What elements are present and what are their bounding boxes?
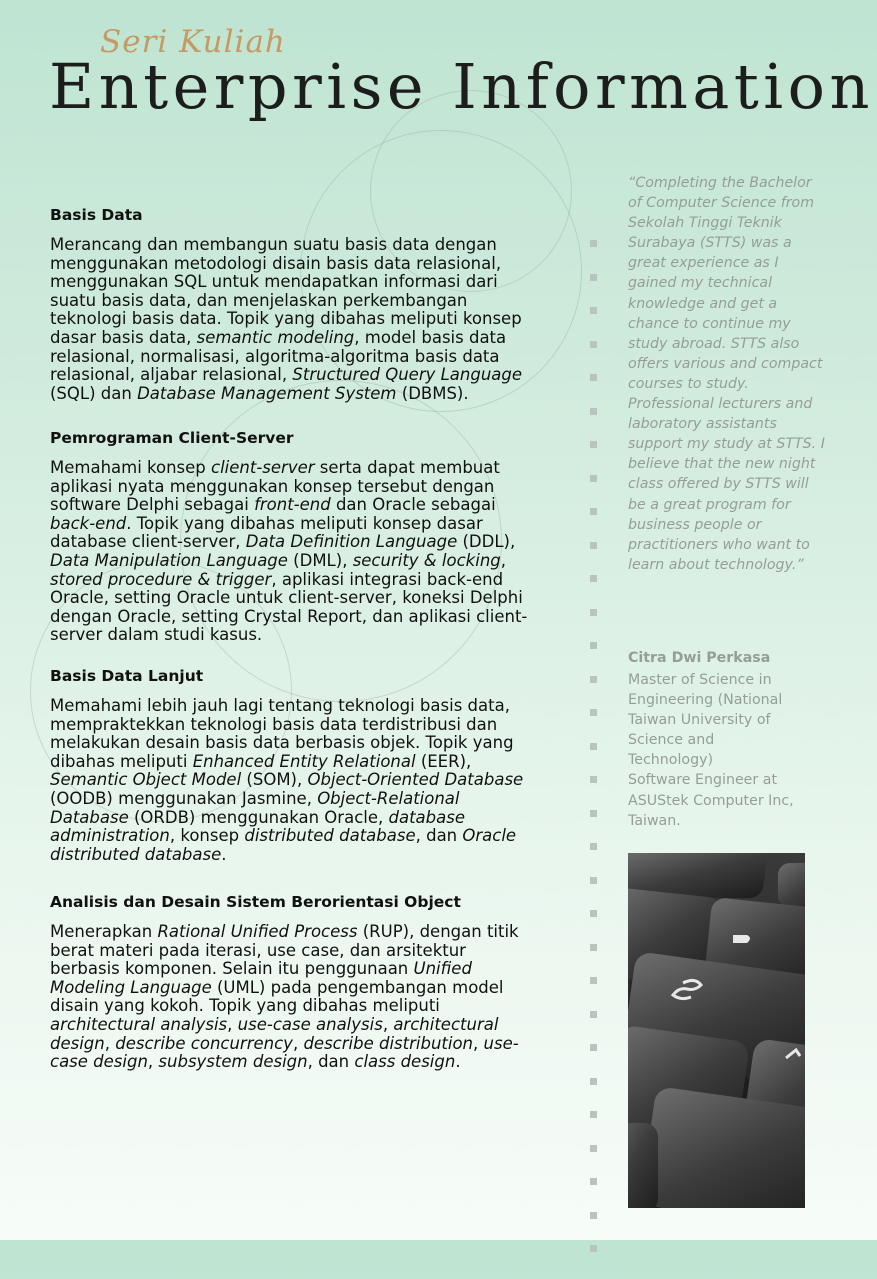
section-analisis-desain <box>50 893 530 1072</box>
series-label: Seri Kuliah <box>100 24 286 60</box>
page-title: Enterprise Information <box>49 50 874 123</box>
testimonial-quote: “Completing the Bachelor of Computer Science from Sekolah Tinggi Teknik Surabaya (STTS) was a great experience as I gained my technical knowledge and get a chance to continue my study abroad. STTS also offers various and compact courses to study. Professional lecturers and laboratory assistants support my study at STTS. I believe that the new night class offered by STTS will be a great program for business people or practitioners who want to learn about technology.” <box>628 175 825 573</box>
section-body: Merancang dan membangun suatu basis data dengan menggunakan metodologi disain basis data relasional, menggunakan SQL untuk mendapatkan informasi dari suatu basis data, dan menjelaskan perkembangan teknologi basis data. Topik yang dibahas meliputi konsep dasar basis data, semantic modeling, model basis data relasional, normalisasi, algoritma-algoritma basis data relasional, aljabar relasional, Structured Query Language (SQL) dan Database Management System (DBMS). <box>50 235 523 403</box>
emphasized-term: Database Management System <box>137 383 397 403</box>
section-body: Memahami lebih jauh lagi tentang teknologi basis data, mempraktekkan teknologi basis data terdistribusi dan melakukan desain basis data berbasis objek. Topik yang dibahas meliputi Enhanced Entity Relational (EER), Semantic Object Model (SOM), Object-Oriented Database (OODB) menggunakan Jasmine, Object-Relational Database (ORDB) menggunakan Oracle, database administration, konsep distributed database, dan Oracle distributed database. <box>50 696 524 864</box>
emphasized-term: stored procedure & trigger <box>50 569 272 589</box>
section-heading: Pemrograman Client-Server <box>50 429 294 447</box>
section-heading: Analisis dan Desain Sistem Berorientasi Object <box>50 893 461 911</box>
section-heading: Basis Data <box>50 206 143 224</box>
emphasized-term: use-case analysis <box>237 1014 383 1034</box>
emphasized-term: security & locking <box>352 550 501 570</box>
emphasized-term: Enhanced Entity Relational <box>192 751 416 771</box>
emphasized-term: architectural design <box>50 1014 499 1053</box>
emphasized-term: class design <box>354 1052 456 1072</box>
emphasized-term: database administration <box>50 807 465 846</box>
emphasized-term: Semantic Object Model <box>50 770 242 790</box>
emphasized-term: Unified Modeling Language <box>50 959 472 997</box>
keyboard-photo <box>628 853 805 1208</box>
emphasized-term: Object-Relational Database <box>50 788 460 827</box>
dotted-divider <box>590 240 598 1279</box>
emphasized-term: architectural analysis <box>50 1014 228 1034</box>
emphasized-term: semantic modeling <box>196 327 355 347</box>
section-body: Memahami konsep client-server serta dapat membuat aplikasi nyata menggunakan konsep tersebut dengan software Delphi sebagai front-end dan Oracle sebagai back-end. Topik yang dibahas meliputi konsep dasar database client-server, Data Definition Language (DDL), Data Manipulation Language (DML), security & locking, stored procedure & trigger, aplikasi integrasi back-end Oracle, setting Oracle untuk client-server, koneksi Delphi dengan Oracle, setting Crystal Report, dan aplikasi client-server dalam studi kasus. <box>50 458 528 645</box>
section-body: Menerapkan Rational Unified Process (RUP), dengan titik berat materi pada iterasi, use case, dan arsitektur berbasis komponen. Selain itu penggunaan Unified Modeling Language (UML) pada pengembangan model disain yang kokoh. Topik yang dibahas meliputi architectural analysis, use-case analysis, architectural design, describe concurrency, describe distribution, use-case design, subsystem design, dan class design. <box>50 922 519 1072</box>
emphasized-term: back-end <box>50 513 127 533</box>
emphasized-term: distributed database <box>244 826 416 846</box>
emphasized-term: Object-Oriented Database <box>307 770 524 790</box>
emphasized-term: front-end <box>254 495 331 515</box>
emphasized-term: client-server <box>211 458 315 477</box>
section-client-server <box>50 429 530 645</box>
emphasized-term: Data Manipulation Language <box>50 550 288 570</box>
emphasized-term: Oracle distributed database <box>50 826 517 864</box>
emphasized-term: Data Definition Language <box>245 532 458 552</box>
emphasized-term: subsystem design <box>158 1052 308 1072</box>
testimonial-name: Citra Dwi Perkasa <box>628 650 771 666</box>
emphasized-term: use-case design <box>50 1033 519 1072</box>
emphasized-term: Rational Unified Process <box>157 922 358 941</box>
testimonial-credentials: Master of Science in Engineering (National Taiwan University of Science and Technology) Software Engineer at ASUStek Computer Inc, Taiwan. <box>628 672 794 829</box>
emphasized-term: Structured Query Language <box>292 365 523 385</box>
section-basis-data-lanjut <box>50 667 530 864</box>
section-basis-data <box>50 206 530 403</box>
emphasized-term: describe distribution <box>303 1033 474 1053</box>
section-heading: Basis Data Lanjut <box>50 667 204 685</box>
emphasized-term: describe concurrency <box>115 1033 293 1053</box>
